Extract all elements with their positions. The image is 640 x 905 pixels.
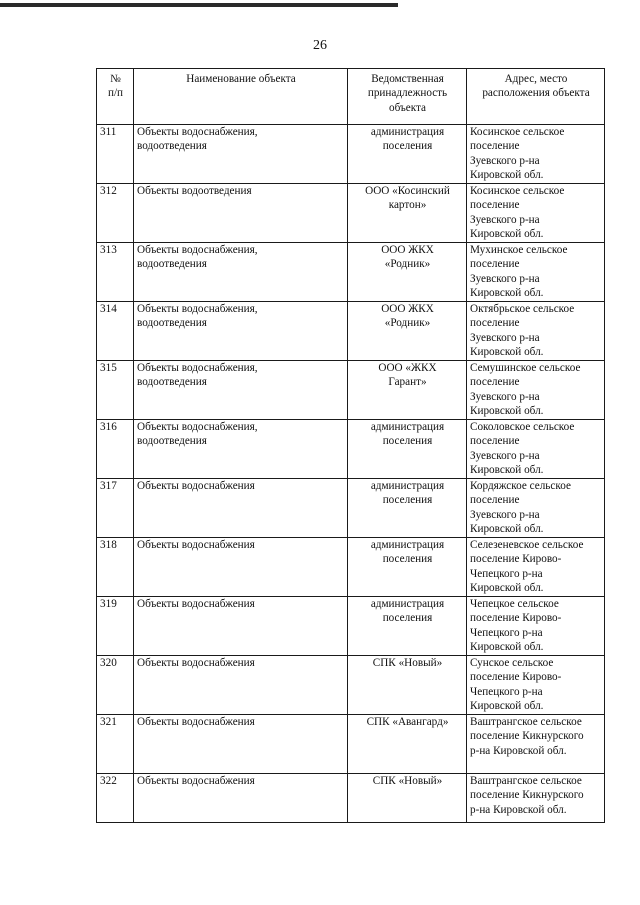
header-owner: Ведомственная принадлежность объекта	[348, 69, 467, 125]
cell-owner: СПК «Новый»	[348, 656, 467, 715]
cell-object-name: Объекты водоснабжения	[134, 479, 348, 538]
cell-address: Селезеневское сельское поселение Кирово- Чепецкого р-на Кировской обл.	[467, 538, 605, 597]
cell-address: Косинское сельское поселение Зуевского р-на Кировской обл.	[467, 125, 605, 184]
cell-number: 316	[97, 420, 134, 479]
cell-address: Ваштрангское сельское поселение Кикнурского р-на Кировской обл.	[467, 715, 605, 774]
table-row	[97, 302, 605, 361]
cell-object-name: Объекты водоснабжения, водоотведения	[134, 243, 348, 302]
cell-address: Кордяжское сельское поселение Зуевского р-на Кировской обл.	[467, 479, 605, 538]
cell-address: Семушинское сельское поселение Зуевского р-на Кировской обл.	[467, 361, 605, 420]
cell-number: 313	[97, 243, 134, 302]
header-object-name: Наименование объекта	[134, 69, 348, 125]
table-row	[97, 715, 605, 774]
cell-owner: ООО «ЖКХ Гарант»	[348, 361, 467, 420]
cell-object-name: Объекты водоснабжения, водоотведения	[134, 361, 348, 420]
header-address: Адрес, место расположения объекта	[467, 69, 605, 125]
table-row	[97, 774, 605, 823]
table-row	[97, 243, 605, 302]
cell-owner: СПК «Авангард»	[348, 715, 467, 774]
cell-object-name: Объекты водоснабжения, водоотведения	[134, 420, 348, 479]
cell-owner: администрация поселения	[348, 597, 467, 656]
table-row	[97, 538, 605, 597]
cell-owner: администрация поселения	[348, 420, 467, 479]
table-row	[97, 597, 605, 656]
cell-address: Ваштрангское сельское поселение Кикнурского р-на Кировской обл.	[467, 774, 605, 823]
cell-number: 312	[97, 184, 134, 243]
cell-number: 317	[97, 479, 134, 538]
cell-owner: ООО ЖКХ «Родник»	[348, 302, 467, 361]
cell-number: 318	[97, 538, 134, 597]
cell-number: 320	[97, 656, 134, 715]
table-row	[97, 420, 605, 479]
table-header-row	[97, 69, 605, 125]
cell-address: Соколовское сельское поселение Зуевского р-на Кировской обл.	[467, 420, 605, 479]
cell-number: 319	[97, 597, 134, 656]
cell-address: Сунское сельское поселение Кирово- Чепецкого р-на Кировской обл.	[467, 656, 605, 715]
cell-number: 321	[97, 715, 134, 774]
header-number: № п/п	[97, 69, 134, 125]
cell-address: Чепецкое сельское поселение Кирово- Чепецкого р-на Кировской обл.	[467, 597, 605, 656]
cell-object-name: Объекты водоснабжения	[134, 597, 348, 656]
cell-owner: ООО «Косинский картон»	[348, 184, 467, 243]
cell-object-name: Объекты водоснабжения	[134, 656, 348, 715]
cell-owner: СПК «Новый»	[348, 774, 467, 823]
objects-table	[96, 68, 605, 823]
cell-number: 322	[97, 774, 134, 823]
table-row	[97, 656, 605, 715]
table-row	[97, 125, 605, 184]
page-number: 26	[313, 38, 327, 53]
cell-number: 311	[97, 125, 134, 184]
top-rule	[0, 3, 398, 7]
cell-number: 315	[97, 361, 134, 420]
cell-owner: администрация поселения	[348, 125, 467, 184]
cell-object-name: Объекты водоснабжения	[134, 774, 348, 823]
cell-owner: администрация поселения	[348, 479, 467, 538]
cell-address: Октябрьское сельское поселение Зуевского р-на Кировской обл.	[467, 302, 605, 361]
cell-object-name: Объекты водоснабжения	[134, 538, 348, 597]
cell-owner: ООО ЖКХ «Родник»	[348, 243, 467, 302]
cell-number: 314	[97, 302, 134, 361]
cell-object-name: Объекты водоснабжения	[134, 715, 348, 774]
cell-object-name: Объекты водоснабжения, водоотведения	[134, 125, 348, 184]
cell-address: Косинское сельское поселение Зуевского р-на Кировской обл.	[467, 184, 605, 243]
cell-address: Мухинское сельское поселение Зуевского р-на Кировской обл.	[467, 243, 605, 302]
table-row	[97, 184, 605, 243]
cell-owner: администрация поселения	[348, 538, 467, 597]
table-row	[97, 479, 605, 538]
table-row	[97, 361, 605, 420]
cell-object-name: Объекты водоснабжения, водоотведения	[134, 302, 348, 361]
cell-object-name: Объекты водоотведения	[134, 184, 348, 243]
